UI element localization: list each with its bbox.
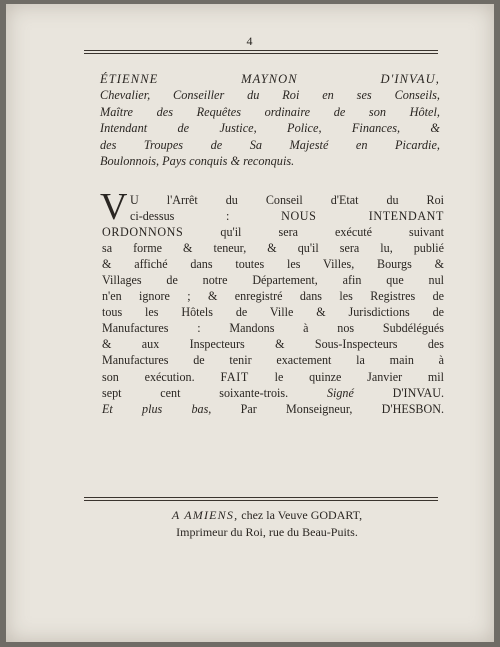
text-line — [102, 385, 444, 401]
text-span: FAIT — [220, 369, 249, 384]
heading-line: des Troupes de Sa Majesté en Picardie, — [100, 137, 440, 152]
text-span: Signé — [326, 385, 354, 400]
heading-line: Intendant de Justice, Police, Finances, & — [100, 121, 440, 136]
heading-line: Chevalier, Conseiller du Roi en ses Conseils, — [100, 88, 440, 103]
heading-line: Maître des Requêtes ordinaire de son Hôtel, — [100, 104, 440, 119]
footer-rule — [84, 497, 438, 501]
text-line: & affiché dans toutes les Villes, Bourgs & — [102, 257, 444, 272]
text-span: sept cent soixante-trois. — [102, 385, 327, 400]
ordinance-text — [100, 186, 445, 417]
text-span: D'INVAU. — [353, 385, 444, 400]
text-span: U l'Arrêt du Conseil d'Etat du Roi — [130, 193, 444, 207]
imprint-city: A AMIENS, — [171, 508, 239, 522]
text-line: & aux Inspecteurs & Sous-Inspecteurs des — [102, 337, 444, 352]
printer-imprint — [92, 507, 442, 541]
text-line — [102, 369, 444, 385]
text-line: n'en ignore ; & enregistré dans les Registres de — [102, 289, 444, 304]
imprint-line — [92, 507, 442, 524]
text-line — [102, 224, 444, 240]
text-line — [102, 192, 444, 208]
text-line: Manufactures de tenir exactement la main à — [102, 353, 444, 368]
text-span: ci-dessus : — [130, 209, 282, 224]
text-line: tous les Hôtels de Ville & Jurisdictions de — [102, 305, 444, 320]
text-span: , Par Monseigneur, D'HESBON. — [208, 401, 444, 416]
text-line — [102, 208, 444, 224]
text-span: NOUS INTENDANT — [281, 209, 444, 224]
page-number: 4 — [246, 34, 254, 48]
text-span: ORDONNONS — [102, 225, 184, 240]
text-span: Et plus bas — [102, 401, 209, 416]
text-line — [102, 401, 444, 417]
intendant-heading — [100, 71, 440, 169]
heading-line: Boulonnois, Pays conquis & reconquis. — [100, 154, 295, 169]
text-span: son exécution. — [102, 369, 195, 384]
text-span: qu'il sera exécuté suivant — [183, 225, 444, 240]
text-span: le quinze Janvier mil — [248, 369, 445, 384]
text-line: Manufactures : Mandons à nos Subdélégués — [102, 321, 444, 336]
imprint-line: Imprimeur du Roi, rue du Beau-Puits. — [176, 525, 358, 539]
header-rule — [84, 50, 438, 54]
document-page — [6, 4, 494, 642]
drop-cap: V — [100, 186, 128, 228]
imprint-publisher: chez la Veuve GODART, — [238, 508, 363, 522]
text-line: Villages de notre Département, afin que nul — [102, 273, 444, 288]
text-line: sa forme & teneur, & qu'il sera lu, publié — [102, 241, 444, 256]
heading-name: ÉTIENNE MAYNON D'INVAU, — [100, 72, 440, 86]
